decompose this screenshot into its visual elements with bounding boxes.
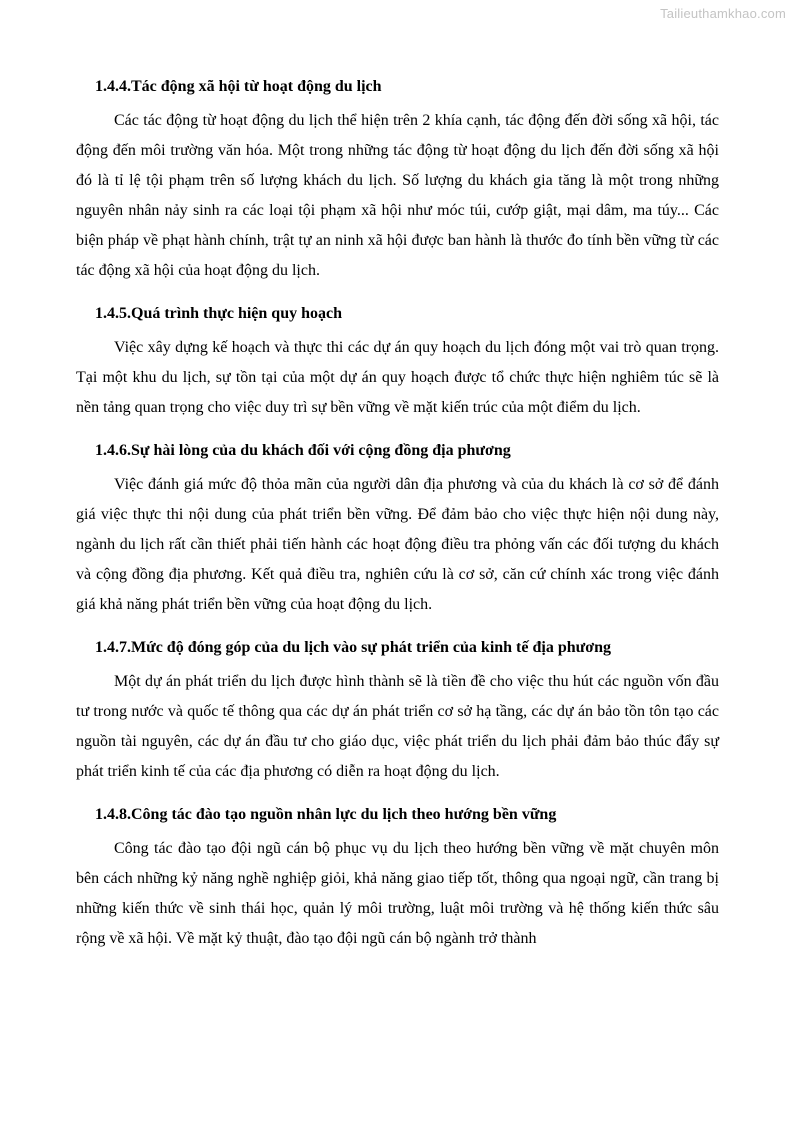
section-heading: 1.4.5.Quá trình thực hiện quy hoạch xyxy=(95,305,342,322)
section-heading: 1.4.7.Mức độ đóng góp của du lịch vào sự phát triển của kinh tế địa phương xyxy=(95,639,611,656)
section-heading: 1.4.8.Công tác đào tạo nguồn nhân lực du lịch theo hướng bền vững xyxy=(95,806,557,823)
section-paragraph: Việc xây dựng kế hoạch và thực thi các dự án quy hoạch du lịch đóng một vai trò quan trọng. Tại một khu du lịch, sự tồn tại của một dự án quy hoạch được tổ chức thực hiện nghiêm túc sẽ là nền tảng quan trọng cho việc duy trì sự bền vững về mặt kiến trúc của một điểm du lịch. xyxy=(76,339,719,416)
section-1-4-4 xyxy=(76,76,719,286)
section-paragraph: Công tác đào tạo đội ngũ cán bộ phục vụ du lịch theo hướng bền vững về mặt chuyên môn bên cách những kỷ năng nghề nghiệp giỏi, khả năng giao tiếp tốt, thông qua ngoại ngữ, cần trang bị những kiến thức về sinh thái học, quản lý môi trường, luật môi trường và hệ thống kiến thức sâu rộng về xã hội. Về mặt kỷ thuật, đào tạo đội ngũ cán bộ ngành trở thành xyxy=(76,840,719,947)
section-heading: 1.4.4.Tác động xã hội từ hoạt động du lịch xyxy=(95,78,382,95)
section-heading: 1.4.6.Sự hài lòng của du khách đối với cộng đồng địa phương xyxy=(95,442,511,459)
section-1-4-6 xyxy=(76,440,719,620)
document-body xyxy=(76,76,719,954)
section-1-4-7 xyxy=(76,637,719,787)
section-1-4-8 xyxy=(76,804,719,954)
watermark: Tailieuthamkhao.com xyxy=(660,6,786,21)
section-paragraph: Việc đánh giá mức độ thỏa mãn của người dân địa phương và của du khách là cơ sở để đánh giá việc thực thi nội dung của phát triển bền vững. Để đảm bảo cho việc thực hiện nội dung này, ngành du lịch rất cần thiết phải tiến hành các hoạt động điều tra phỏng vấn các đối tượng du khách và cộng đồng địa phương. Kết quả điều tra, nghiên cứu là cơ sở, căn cứ chính xác trong việc đánh giá khả năng phát triển bền vững của hoạt động du lịch. xyxy=(76,476,719,613)
section-1-4-5 xyxy=(76,303,719,423)
section-paragraph: Một dự án phát triển du lịch được hình thành sẽ là tiền đề cho việc thu hút các nguồn vốn đầu tư trong nước và quốc tế thông qua các dự án phát triển cơ sở hạ tầng, các dự án bảo tồn tôn tạo các nguồn tài nguyên, các dự án đầu tư cho giáo dục, việc phát triển du lịch phải đảm bảo thúc đẩy sự phát triển kinh tế của các địa phương có diễn ra hoạt động du lịch. xyxy=(76,673,719,780)
section-paragraph: Các tác động từ hoạt động du lịch thể hiện trên 2 khía cạnh, tác động đến đời sống xã hội, tác động đến môi trường văn hóa. Một trong những tác động từ hoạt động du lịch đến đời sống xã hội đó là tỉ lệ tội phạm trên số lượng khách du lịch. Số lượng du khách gia tăng là một trong những nguyên nhân nảy sinh ra các loại tội phạm xã hội như móc túi, cướp giật, mại dâm, ma túy... Các biện pháp về phạt hành chính, trật tự an ninh xã hội được ban hành là thước đo tính bền vững từ các tác động xã hội của hoạt động du lịch. xyxy=(76,112,719,279)
